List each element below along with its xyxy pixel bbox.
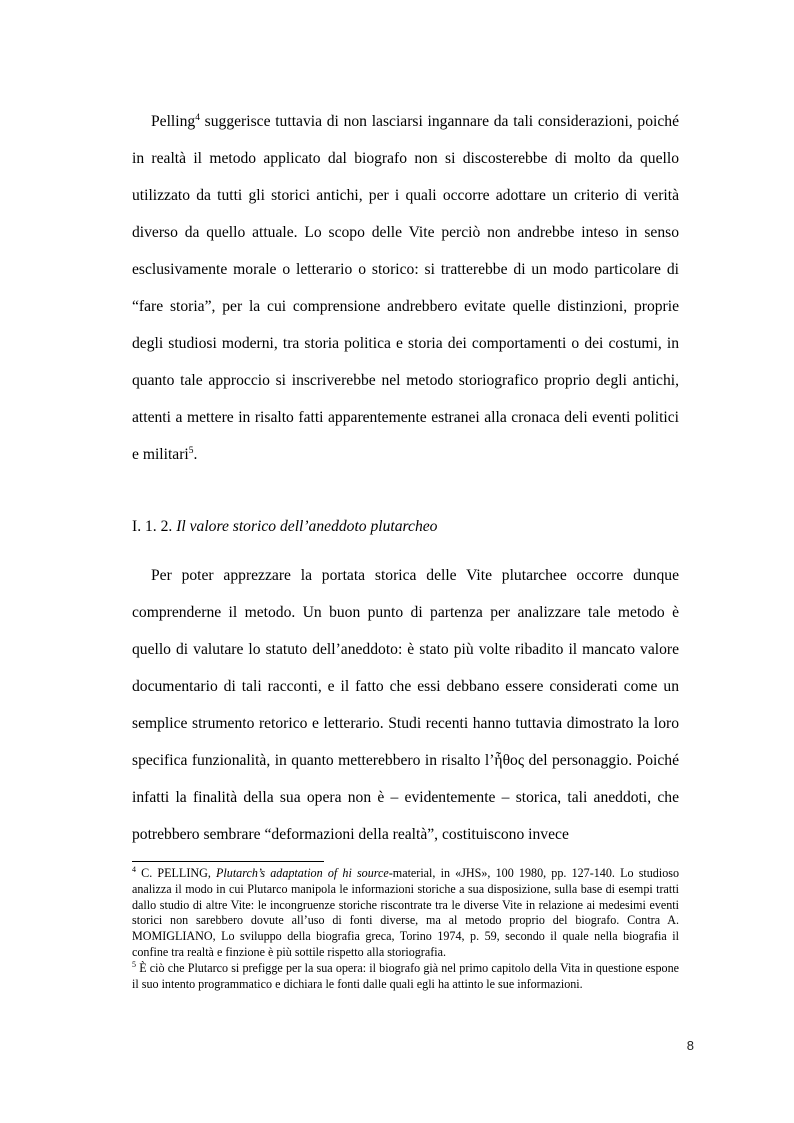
footnote-number: 5 xyxy=(132,959,136,969)
footnote-ref-4[interactable]: 4 xyxy=(195,112,200,123)
paragraph-text: suggerisce tuttavia di non lasciarsi ingannare da tali considerazioni, poiché in realtà il metodo applicato dal biografo non si discosterebbe di molto da quello utilizzato da tutti gli storici antichi, per i quali occorre adottare un criterio di verità diverso da quello attuale. Lo scopo delle Vite perciò non andrebbe inteso in senso esclusivamente morale o letterario o storico: si tratterebbe di un modo particolare di “fare storia”, per la cui comprensione andrebbero evitate quelle distinzioni, proprie degli studiosi moderni, tra storia politica e storia dei comportamenti o dei costumi, in quanto tale approccio si inscriverebbe nel metodo storiografico proprio degli antichi, attenti a mettere in risalto fatti apparentemente estranei alla cronaca deli eventi politici e militari xyxy=(132,113,679,463)
footnote-number: 4 xyxy=(132,864,136,874)
footnote-separator xyxy=(132,861,324,862)
footnote-ref-5[interactable]: 5 xyxy=(188,445,194,456)
author-name: Pelling xyxy=(151,113,196,130)
paragraph-pelling: Pelling$^4$ suggerisce tuttavia di non lasciarsi ingannare da tali considerazioni, poiché in realtà il metodo applicato dal biografo non si discosterebbe di molto da quello utilizzato da tutti gli storici antichi, per i quali occorre adottare un criterio di verità diverso da quello attuale. Lo scopo delle Vite perciò non andrebbe inteso in senso esclusivamente morale o letterario o storico: si tratterebbe di un modo particolare di “fare storia”, per la cui comprensione andrebbero evitate quelle distinzioni, proprie degli studiosi moderni, tra storia politica e storia dei comportamenti o dei costumi, in quanto tale approccio si inscriverebbe nel metodo storiografico proprio degli antichi, attenti a mettere in risalto fatti apparentemente estranei alla cronaca deli eventi politici e militari$^5$. xyxy=(132,112,679,463)
page-number: 8 xyxy=(686,1038,694,1053)
footnote-4: $^4$ C. PELLING, Plutarch’s adaptation of hi source-material, in «JHS», 100 1980, pp. 127-140. Lo studioso analizza il modo in cui Plutarco manipola le informazioni storiche a sua disposizione, sulla base di esempi tratti dallo studio di altre Vite: le incongruenze storiche riscontrate tra le diverse Vite in relazione ai medesimi eventi storici non sarebbero dovute all’uso di fonti diverse, ma al metodo proprio del biografo. Contra A. MOMIGLIANO, Lo sviluppo della biografia greca, Torino 1974, p. 59, secondo il quale nella biografia il confine tra realtà e finzione è più sottile rispetto alla storiografia. xyxy=(132,864,680,959)
footnotes xyxy=(132,866,679,992)
cited-title: Plutarch’s adaptation of hi source- xyxy=(216,866,393,880)
section-number: I. 1. 2. xyxy=(132,518,177,535)
section-heading xyxy=(132,513,437,541)
footnote-5: $^5$ È ciò che Plutarco si prefigge per la sua opera: il biografo già nel primo capitolo della Vita in questione espone il suo intento programmatico e dichiara le fonti dalle quali egli ha attinto le sue informazioni. xyxy=(132,959,679,991)
paragraph-aneddoto xyxy=(132,557,679,853)
section-title: Il valore storico dell’aneddoto plutarcheo xyxy=(176,518,438,535)
paragraph-text: Per poter apprezzare la portata storica delle Vite plutarchee occorre dunque comprenderne il metodo. Un buon punto di partenza per analizzare tale metodo è quello di valutare lo statuto dell’aneddoto: è stato più volte ribadito il mancato valore documentario di tali racconti, e il fatto che essi debbano essere considerati come un semplice strumento retorico e letterario. Studi recenti hanno tuttavia dimostrato la loro specifica funzionalità, in quanto metterebbero in risalto l’ἦθος del personaggio. Poiché infatti la finalità della sua opera non è – evidentemente – storica, tali aneddoti, che potrebbero sembrare “deformazioni della realtà”, costituiscono invece xyxy=(132,567,679,843)
